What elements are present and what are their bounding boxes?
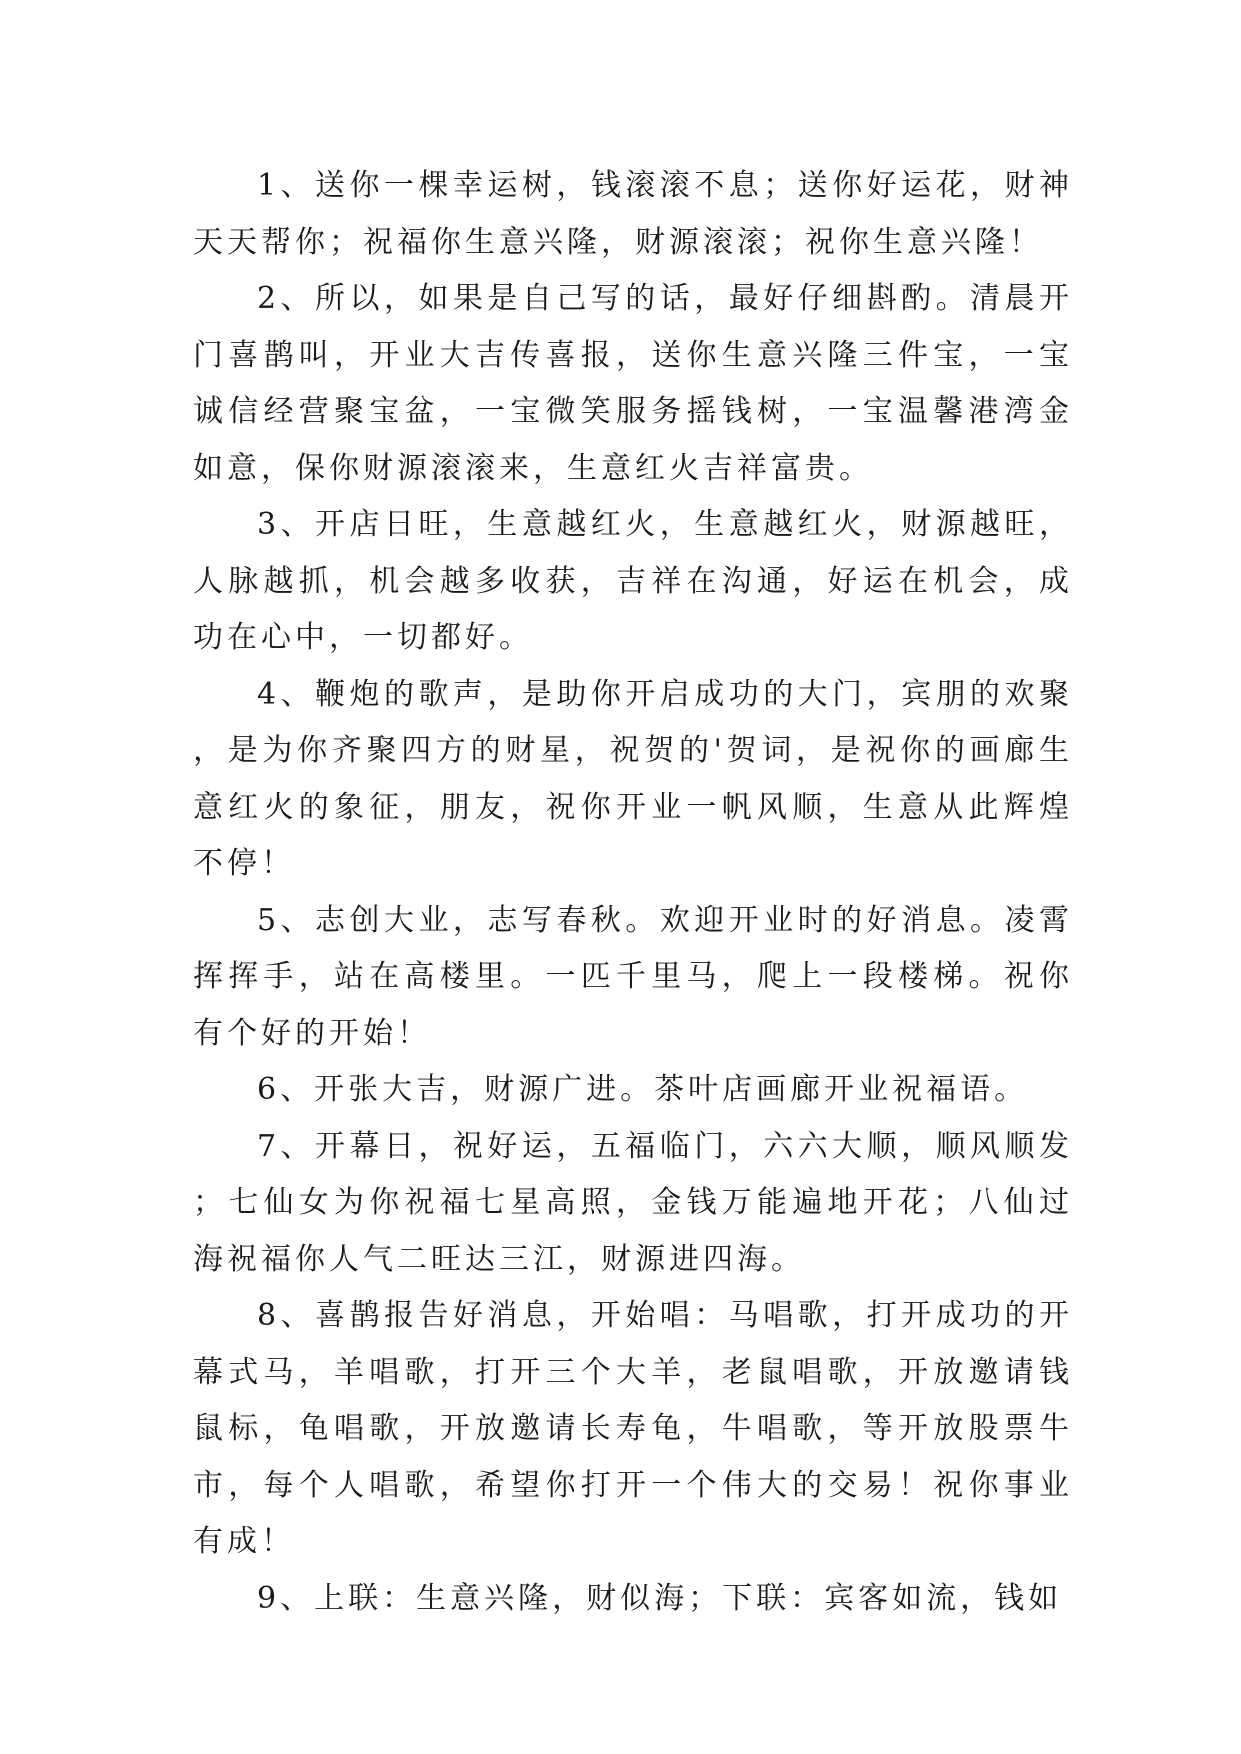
paragraph-3: 3、开店日旺，生意越红火，生意越红火，财源越旺，人脉越抓，机会越多收获，吉祥在沟通，好运在机会，成功在心中，一切都好。 <box>193 507 1073 655</box>
paragraph-8: 8、喜鹊报告好消息，开始唱：马唱歌，打开成功的开幕式马，羊唱歌，打开三个大羊，老鼠唱歌，开放邀请钱鼠标，龟唱歌，开放邀请长寿龟，牛唱歌，等开放股票牛市，每个人唱歌，希望你打开一个伟大的交易！祝你事业有成！ <box>193 1298 1073 1559</box>
document-body <box>193 158 1073 1627</box>
paragraph-1: 1、送你一棵幸运树，钱滚滚不息；送你好运花，财神天天帮你；祝福你生意兴隆，财源滚滚；祝你生意兴隆！ <box>193 168 1073 260</box>
paragraph-4: 4、鞭炮的歌声，是助你开启成功的大门，宾朋的欢聚，是为你齐聚四方的财星，祝贺的'贺词，是祝你的画廊生意红火的象征，朋友，祝你开业一帆风顺，生意从此辉煌不停！ <box>193 676 1073 881</box>
paragraph-9: 9、上联：生意兴隆，财似海；下联：宾客如流，钱如 <box>257 1580 1063 1616</box>
paragraph-7: 7、开幕日，祝好运，五福临门，六六大顺，顺风顺发；七仙女为你祝福七星高照，金钱万能遍地开花；八仙过海祝福你人气二旺达三江，财源进四海。 <box>193 1128 1073 1277</box>
paragraph-2: 2、所以，如果是自己写的话，最好仔细斟酌。清晨开门喜鹊叫，开业大吉传喜报，送你生意兴隆三件宝，一宝诚信经营聚宝盆，一宝微笑服务摇钱树，一宝温馨港湾金如意，保你财源滚滚来，生意红火吉祥富贵。 <box>193 281 1073 486</box>
paragraph-5: 5、志创大业，志写春秋。欢迎开业时的好消息。凌霄挥挥手，站在高楼里。一匹千里马，爬上一段楼梯。祝你有个好的开始！ <box>193 902 1073 1051</box>
paragraph-6: 6、开张大吉，财源广进。茶叶店画廊开业祝福语。 <box>257 1072 1029 1107</box>
